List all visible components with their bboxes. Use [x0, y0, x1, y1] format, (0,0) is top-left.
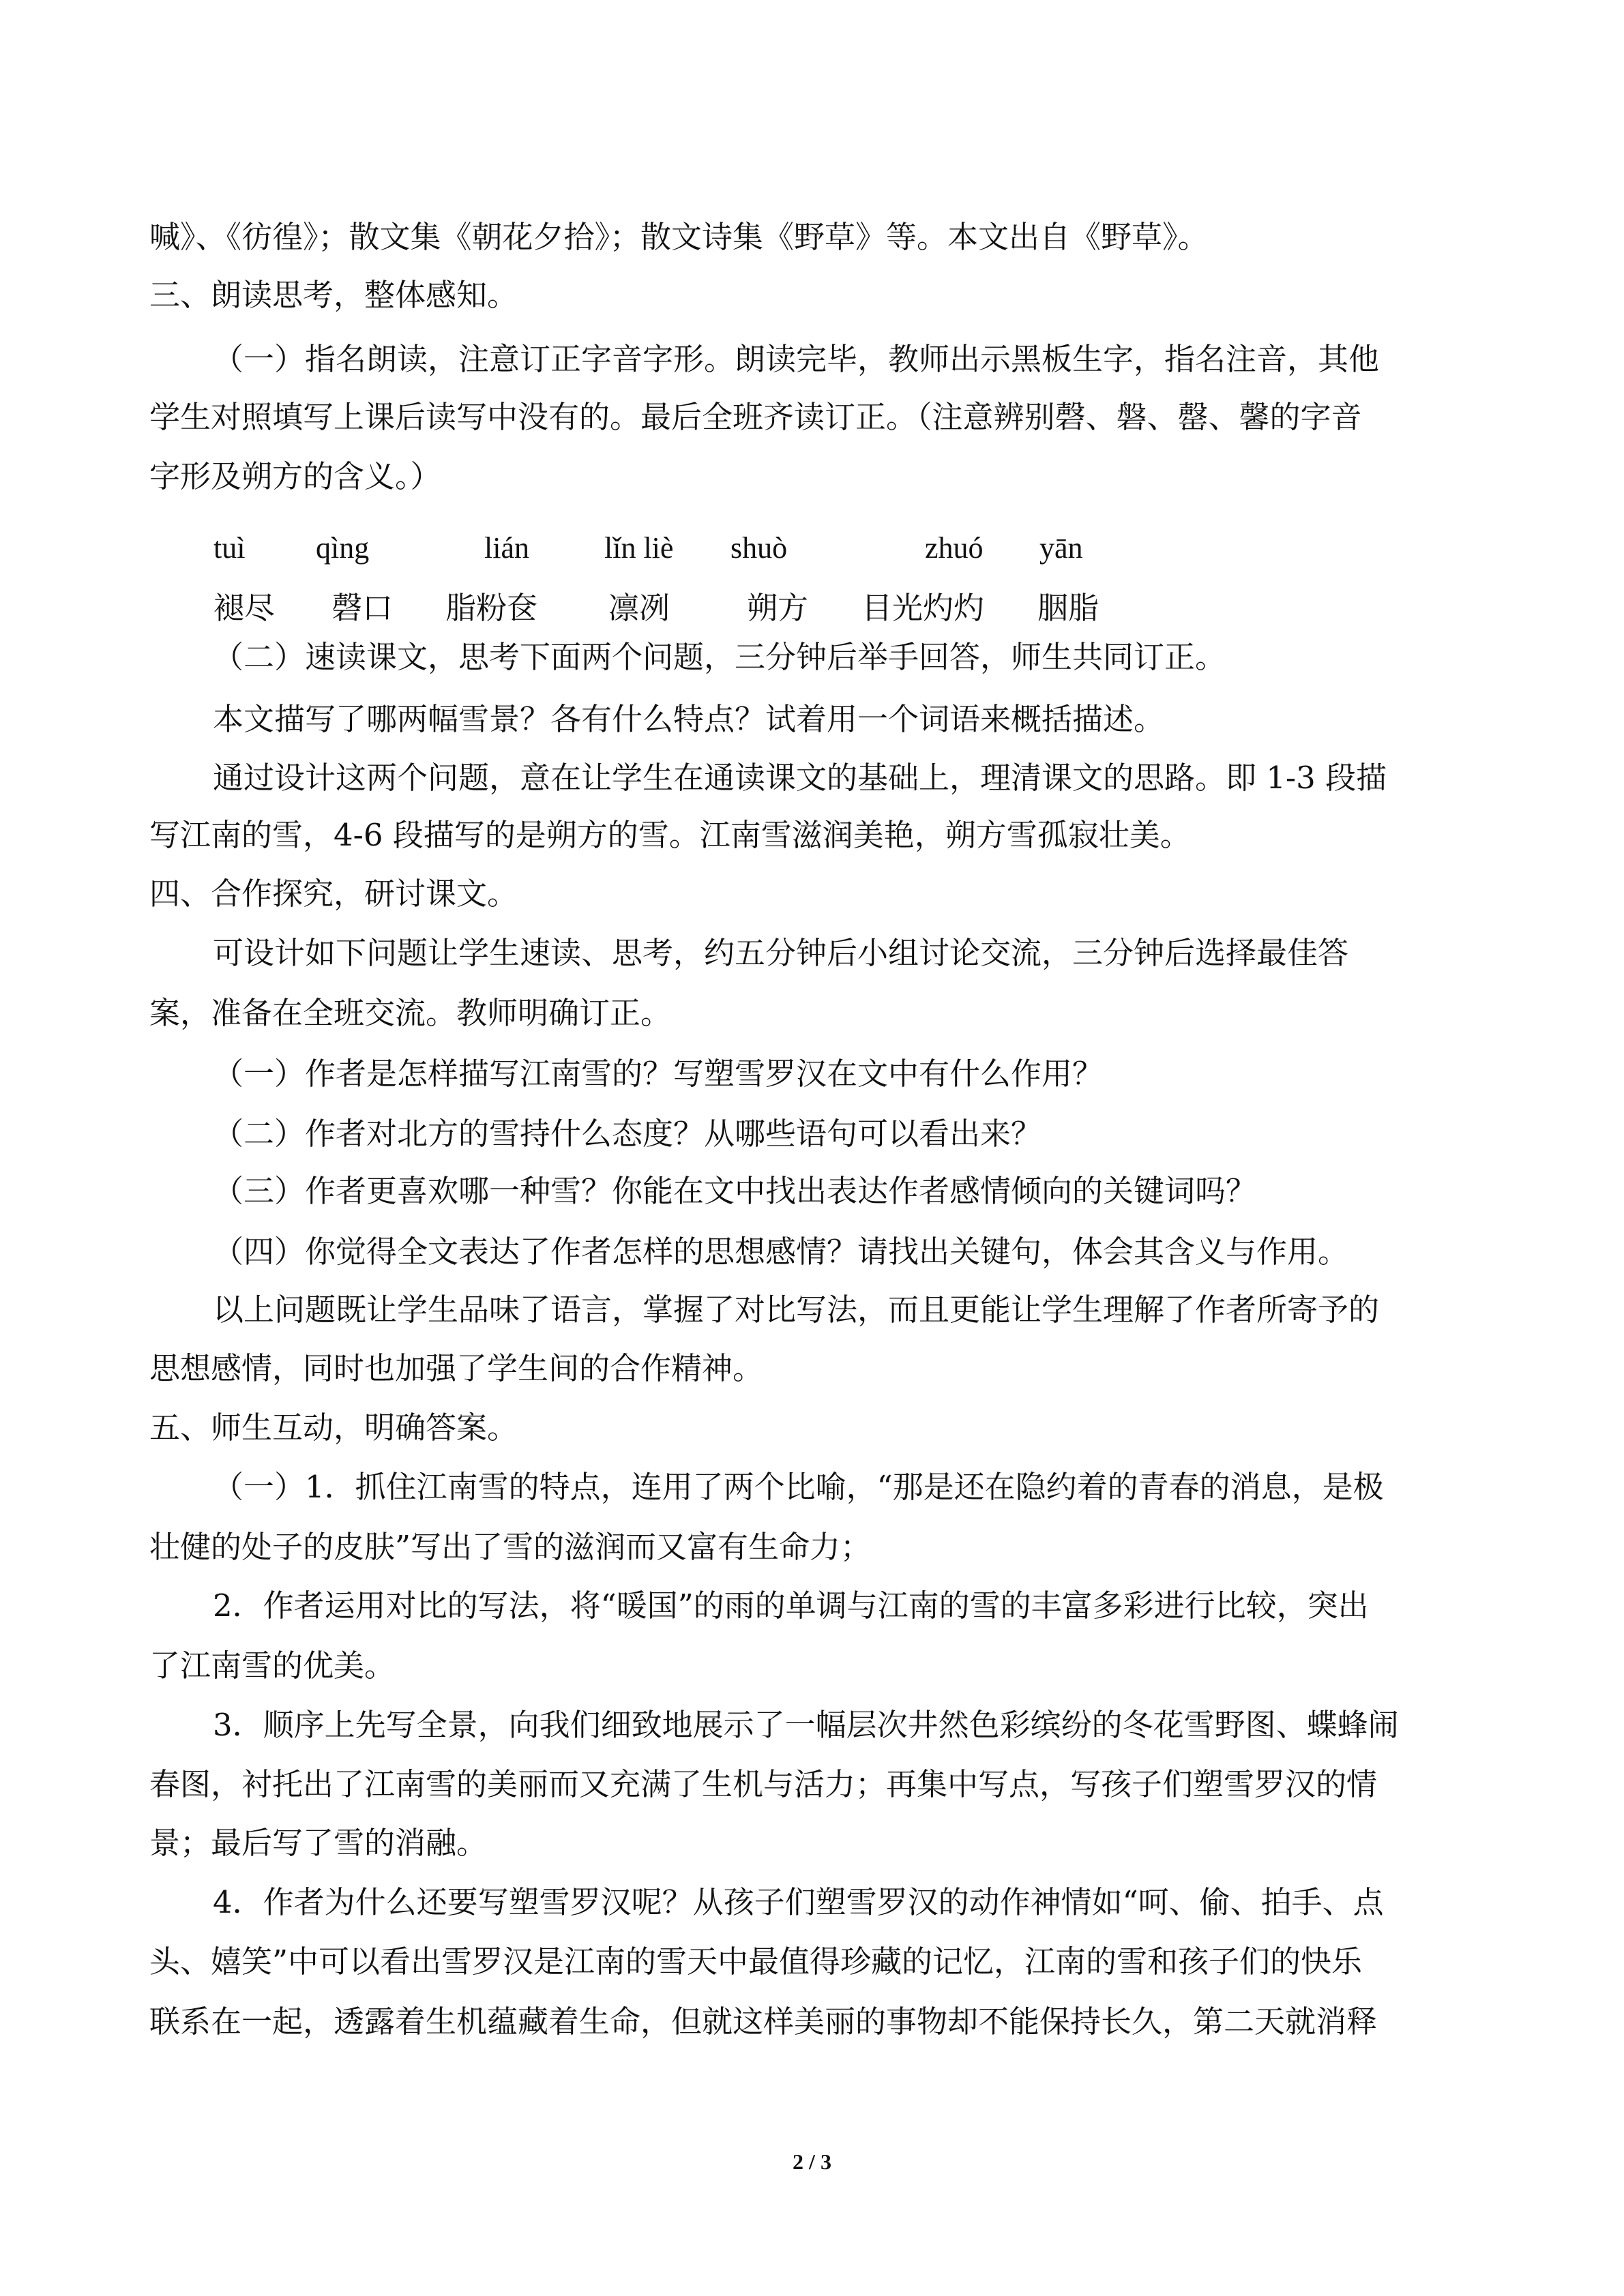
- text-line: （三）作者更喜欢哪一种雪？你能在文中找出表达作者感情倾向的关键词吗？: [213, 1173, 1257, 1209]
- text-line: 案，准备在全班交流。教师明确订正。: [149, 995, 672, 1031]
- text-line: （二）作者对北方的雪持什么态度？从哪些语句可以看出来？: [213, 1116, 1042, 1152]
- pinyin: lián: [484, 531, 529, 565]
- pinyin: tuì: [213, 531, 246, 565]
- text-line: 以上问题既让学生品味了语言，掌握了对比写法，而且更能让学生理解了作者所寄予的: [213, 1292, 1380, 1328]
- text-line: 头、嬉笑”中可以看出雪罗汉是江南的雪天中最值得珍藏的记忆，江南的雪和孩子们的快乐: [149, 1943, 1363, 1980]
- vocab-word: 脂粉奁: [445, 590, 538, 626]
- text-line: （二）速读课文，思考下面两个问题，三分钟后举手回答，师生共同订正。: [213, 639, 1226, 675]
- text-line: 喊》、《彷徨》；散文集《朝花夕拾》；散文诗集《野草》等。本文出自《野草》。: [149, 219, 1209, 255]
- pinyin: qìng: [316, 531, 370, 565]
- pinyin: shuò: [730, 531, 788, 565]
- section-heading: 三、朗读思考，整体感知。: [149, 277, 518, 313]
- vocab-word: 胭脂: [1037, 590, 1099, 626]
- text-line: 壮健的处子的皮肤”写出了雪的滋润而又富有生命力；: [149, 1529, 872, 1565]
- text-line: 字形及朔方的含义。）: [149, 458, 441, 494]
- pinyin: zhuó: [925, 531, 984, 565]
- text-line: 思想感情，同时也加强了学生间的合作精神。: [149, 1350, 764, 1386]
- text-line: （一）作者是怎样描写江南雪的？写塑雪罗汉在文中有什么作用？: [213, 1056, 1104, 1092]
- text-line: 学生对照填写上课后读写中没有的。最后全班齐读订正。（注意辨别磬、磐、罄、馨的字音: [149, 399, 1362, 435]
- text-line: 4．作者为什么还要写塑雪罗汉呢？从孩子们塑雪罗汉的动作神情如“呵、偷、拍手、点: [213, 1884, 1384, 1920]
- pinyin: lǐn liè: [604, 531, 674, 565]
- text-line: 通过设计这两个问题，意在让学生在通读课文的基础上，理清课文的思路。即 1-3 段描: [213, 760, 1387, 796]
- text-line: 联系在一起，透露着生机蕴藏着生命，但就这样美丽的事物却不能保持长久，第二天就消释: [149, 2003, 1378, 2040]
- vocab-word: 目光灼灼: [861, 590, 985, 626]
- text-line: 2．作者运用对比的写法，将“暖国”的雨的单调与江南的雪的丰富多彩进行比较，突出: [213, 1587, 1369, 1624]
- text-line: 3．顺序上先写全景，向我们细致地展示了一幅层次井然色彩缤纷的冬花雪野图、蝶蜂闹: [213, 1707, 1399, 1743]
- text-line: （一）指名朗读，注意订正字音字形。朗读完毕，教师出示黑板生字，指名注音，其他: [213, 341, 1380, 377]
- vocab-word: 磬口: [331, 590, 394, 626]
- text-line: 春图，衬托出了江南雪的美丽而又充满了生机与活力；再集中写点，写孩子们塑雪罗汉的情: [149, 1766, 1378, 1802]
- vocab-word: 凛冽: [608, 590, 670, 626]
- text-line: 写江南的雪，4-6 段描写的是朔方的雪。江南雪滋润美艳，朔方雪孤寂壮美。: [149, 817, 1191, 853]
- vocab-word: 褪尽: [213, 590, 276, 626]
- page-number: 2 / 3: [793, 2149, 831, 2174]
- text-line: （四）你觉得全文表达了作者怎样的思想感情？请找出关键句，体会其含义与作用。: [213, 1234, 1349, 1270]
- vocab-word: 朔方: [747, 590, 809, 626]
- text-line: 了江南雪的优美。: [149, 1648, 396, 1684]
- text-line: 景；最后写了雪的消融。: [149, 1825, 488, 1861]
- pinyin: yān: [1039, 531, 1083, 565]
- section-heading: 四、合作探究，研讨课文。: [149, 876, 518, 912]
- section-heading: 五、师生互动，明确答案。: [149, 1410, 518, 1446]
- text-line: （一）1．抓住江南雪的特点，连用了两个比喻，“那是还在隐约着的青春的消息，是极: [213, 1469, 1384, 1505]
- text-line: 本文描写了哪两幅雪景？各有什么特点？试着用一个词语来概括描述。: [213, 701, 1165, 737]
- text-line: 可设计如下问题让学生速读、思考，约五分钟后小组讨论交流，三分钟后选择最佳答: [213, 935, 1349, 971]
